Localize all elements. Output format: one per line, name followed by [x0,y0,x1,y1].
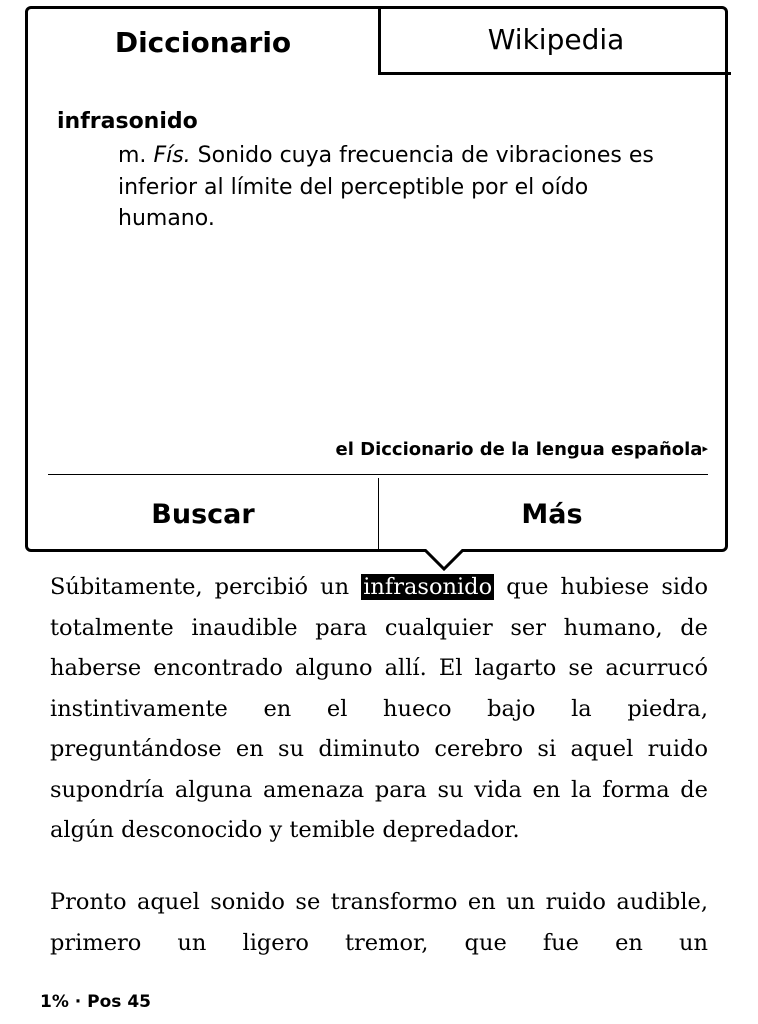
search-button[interactable]: Buscar [151,498,255,530]
tab-diccionario[interactable]: Diccionario [114,25,292,59]
tab-wikipedia[interactable]: Wikipedia [378,6,731,75]
popup-divider [48,474,708,475]
grammar-label: m. [118,143,147,168]
dictionary-entry [57,108,705,235]
source-link-label: el Diccionario de la lengua española [335,439,703,460]
popup-actions [28,478,725,550]
book-paragraph-1 [50,567,708,851]
paragraph-text-end: que hubiese sido totalmente inaudible para cualquier ser humano, de haberse encontrado alguno allí. El lagarto se acurrucó instintivamente en el hueco bajo la piedra, preguntándose en su diminuto cerebro si aquel ruido supondría alguna amenaza para su vida en la forma de algún desconocido y temible depredador. [50,574,709,843]
arrow-right-icon: ▸ [702,442,708,455]
popup-tabs [28,9,725,75]
source-link[interactable] [335,439,708,460]
book-paragraph-2 [50,882,708,963]
selected-word[interactable]: infrasonido [363,574,493,600]
domain-label: Fís. [153,143,191,168]
paragraph-2-text: Pronto aquel sonido se transformo en un ruido audible, primero un ligero tremor, que fue en un [50,889,708,956]
definition [118,140,678,235]
paragraph-text-start: Súbitamente, percibió un [50,574,350,600]
actions-separator [378,478,379,550]
headword: infrasonido [57,109,198,134]
dictionary-popup [25,6,728,552]
definition-text: Sonido cuya frecuencia de vibraciones es inferior al límite del perceptible por el oído humano. [118,143,654,231]
reading-progress: 1% · Pos 45 [40,992,151,1012]
more-button[interactable]: Más [521,498,583,530]
